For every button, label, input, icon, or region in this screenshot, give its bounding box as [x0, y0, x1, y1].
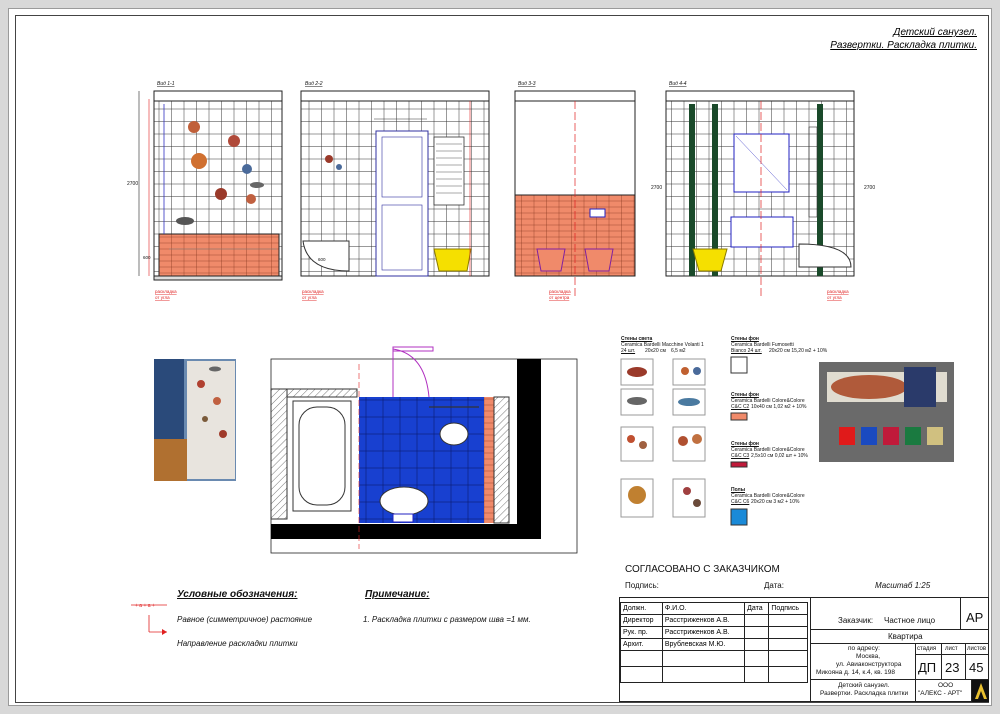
stamp-col-role: Должн. [621, 603, 663, 615]
stamp-address-l1: по адресу: [848, 645, 880, 652]
approval-scale: Масштаб 1:25 [875, 581, 931, 590]
stamp-sheets: 45 [969, 660, 984, 675]
stamp-role-2: Рук. пр. [621, 627, 663, 639]
approval-title: СОГЛАСОВАНО С ЗАКАЗЧИКОМ [625, 564, 780, 575]
stamp-code: АР [966, 610, 984, 625]
elevation-4-label: Вид 4-4 [669, 81, 687, 87]
legend-item-symmetric: Равное (симметричное) растояние [177, 615, 313, 624]
elevation-2-label: Вид 2-2 [305, 81, 323, 87]
approval-date: Дата: [764, 581, 784, 590]
legend-title: Условные обозначения: [177, 589, 298, 600]
stamp-name-3: Врублевская М.Ю. [662, 639, 744, 651]
stamp-role-3: Архит. [621, 639, 663, 651]
sheet-title-line2: Развертки. Раскладка плитки. [830, 40, 977, 51]
tile-bg3-line3: 2,5х10 см 0,02 шт + 10% [751, 453, 808, 459]
elevation-2 [301, 81, 489, 300]
tile-bg3-heading: Стены фон [731, 441, 759, 447]
stamp-address-l4: Микояна д. 14, к.4, кв. 198 [816, 669, 895, 676]
elevation-4-height: 2700 [651, 185, 663, 191]
stamp-company-l1: ООО [938, 682, 954, 689]
company-logo-icon [971, 680, 989, 702]
elevation-4 [651, 81, 875, 300]
tile-bg2-heading: Стены фон [731, 392, 759, 398]
svg-text:+ a + a +: + a + a + [135, 603, 155, 609]
elevation-1-label: Вид 1-1 [157, 81, 175, 87]
stamp-client-value: Частное лицо [884, 616, 936, 625]
elevation-1-height: 2700 [127, 181, 139, 187]
elevation-1 [127, 81, 282, 300]
stamp-stage: ДП [918, 660, 937, 675]
tile-floor-heading: Полы [731, 487, 745, 493]
legend-symbols [131, 603, 167, 635]
tile-bg2-line1: Ceramica Bardelli Colore&Colore [731, 398, 805, 404]
render-photo [154, 359, 236, 481]
stamp-name-2: Расстриженков А.В. [662, 627, 744, 639]
note-title: Примечание: [365, 589, 430, 600]
elevation-1-note1: раскладка [155, 289, 177, 294]
tile-bg2-line3: 10х40 см 1,02 м2 + 10% [751, 404, 807, 410]
tile-walls-line3: 20х20 см [645, 348, 666, 354]
elevation-4-note2: от угла [827, 295, 842, 300]
stamp-drawing-l2: Развертки. Раскладка плитки [820, 690, 909, 697]
tile-bg-line1: Ceramica Bardelli Fumosetti [731, 342, 794, 348]
elevation-4-note1: раскладка [827, 289, 849, 294]
stamp-role-1: Директор [621, 615, 663, 627]
stamp-sheet: 23 [945, 660, 960, 675]
stamp-address-l3: ул. Авиаконструктора [836, 661, 902, 668]
stamp-col-sign: Подпись [769, 603, 808, 615]
tile-walls-heading: Стены света [621, 336, 653, 342]
note-item-1: 1. Раскладка плитки с размером шва =1 мм. [363, 615, 531, 624]
stamp-drawing-l1: Детский санузел. [838, 682, 890, 689]
drawing-sheet [8, 8, 992, 706]
stamp-client-label: Заказчик: [838, 616, 874, 625]
tile-floor-line1: Ceramica Bardelli Colore&Colore [731, 493, 805, 499]
elevation-1-subdim: 600 [143, 255, 151, 260]
stamp-col-name: Ф.И.О. [662, 603, 744, 615]
stamp-col-date: Дата [745, 603, 769, 615]
tile-walls-line2: 24 шт. [621, 348, 636, 354]
tile-bg3-line2: C&C C3 [731, 453, 750, 459]
stamp-address-l2: Москва, [856, 653, 880, 660]
tile-floor-line2: C&C C6 [731, 499, 750, 505]
sample-photo [819, 362, 954, 462]
title-block [619, 597, 989, 702]
elevation-2-subdim: 600 [318, 257, 326, 262]
approval-signature: Подпись: [625, 581, 659, 590]
elevation-1-note2: от угла [155, 295, 170, 300]
tile-bg3-line1: Ceramica Bardelli Colore&Colore [731, 447, 805, 453]
stamp-stage-label: стадия [917, 646, 937, 652]
stamp-name-1: Расстриженков А.В. [662, 615, 744, 627]
stamp-company-l2: "АЛЕКС - АРТ" [918, 690, 963, 697]
elevation-3-note1: раскладка [549, 289, 571, 294]
elevation-3 [515, 81, 635, 300]
floor-plan [271, 347, 577, 553]
tile-walls-line4: 6,5 м2 [671, 348, 686, 354]
elevation-2-note1: раскладка [302, 289, 324, 294]
tile-bg-heading: Стены фон [731, 336, 759, 342]
tile-bg-line3: 20х20 см 15,20 м2 + 10% [769, 348, 828, 354]
tile-walls-line1: Ceramica Bardelli Macchine Volanti 1 [621, 342, 704, 348]
elevation-4-height-right: 2700 [864, 185, 876, 191]
tile-swatches [621, 357, 750, 525]
tile-floor-line3: 20х20 см 3 м2 + 10% [751, 499, 800, 505]
stamp-object: Квартира [888, 632, 923, 641]
sheet-title-line1: Детский санузел. [893, 27, 977, 38]
stamp-sheet-label: лист [945, 646, 958, 652]
tile-bg2-line2: C&C C2 [731, 404, 750, 410]
elevation-2-note2: от угла [302, 295, 317, 300]
tile-bg-line2: Bianco 24 шт. [731, 348, 762, 354]
elevation-3-note2: от центра [549, 295, 570, 300]
elevation-3-label: Вид 3-3 [518, 81, 536, 87]
legend-item-direction: Направление раскладки плитки [177, 639, 298, 648]
stamp-sheets-label: листов [967, 646, 987, 652]
